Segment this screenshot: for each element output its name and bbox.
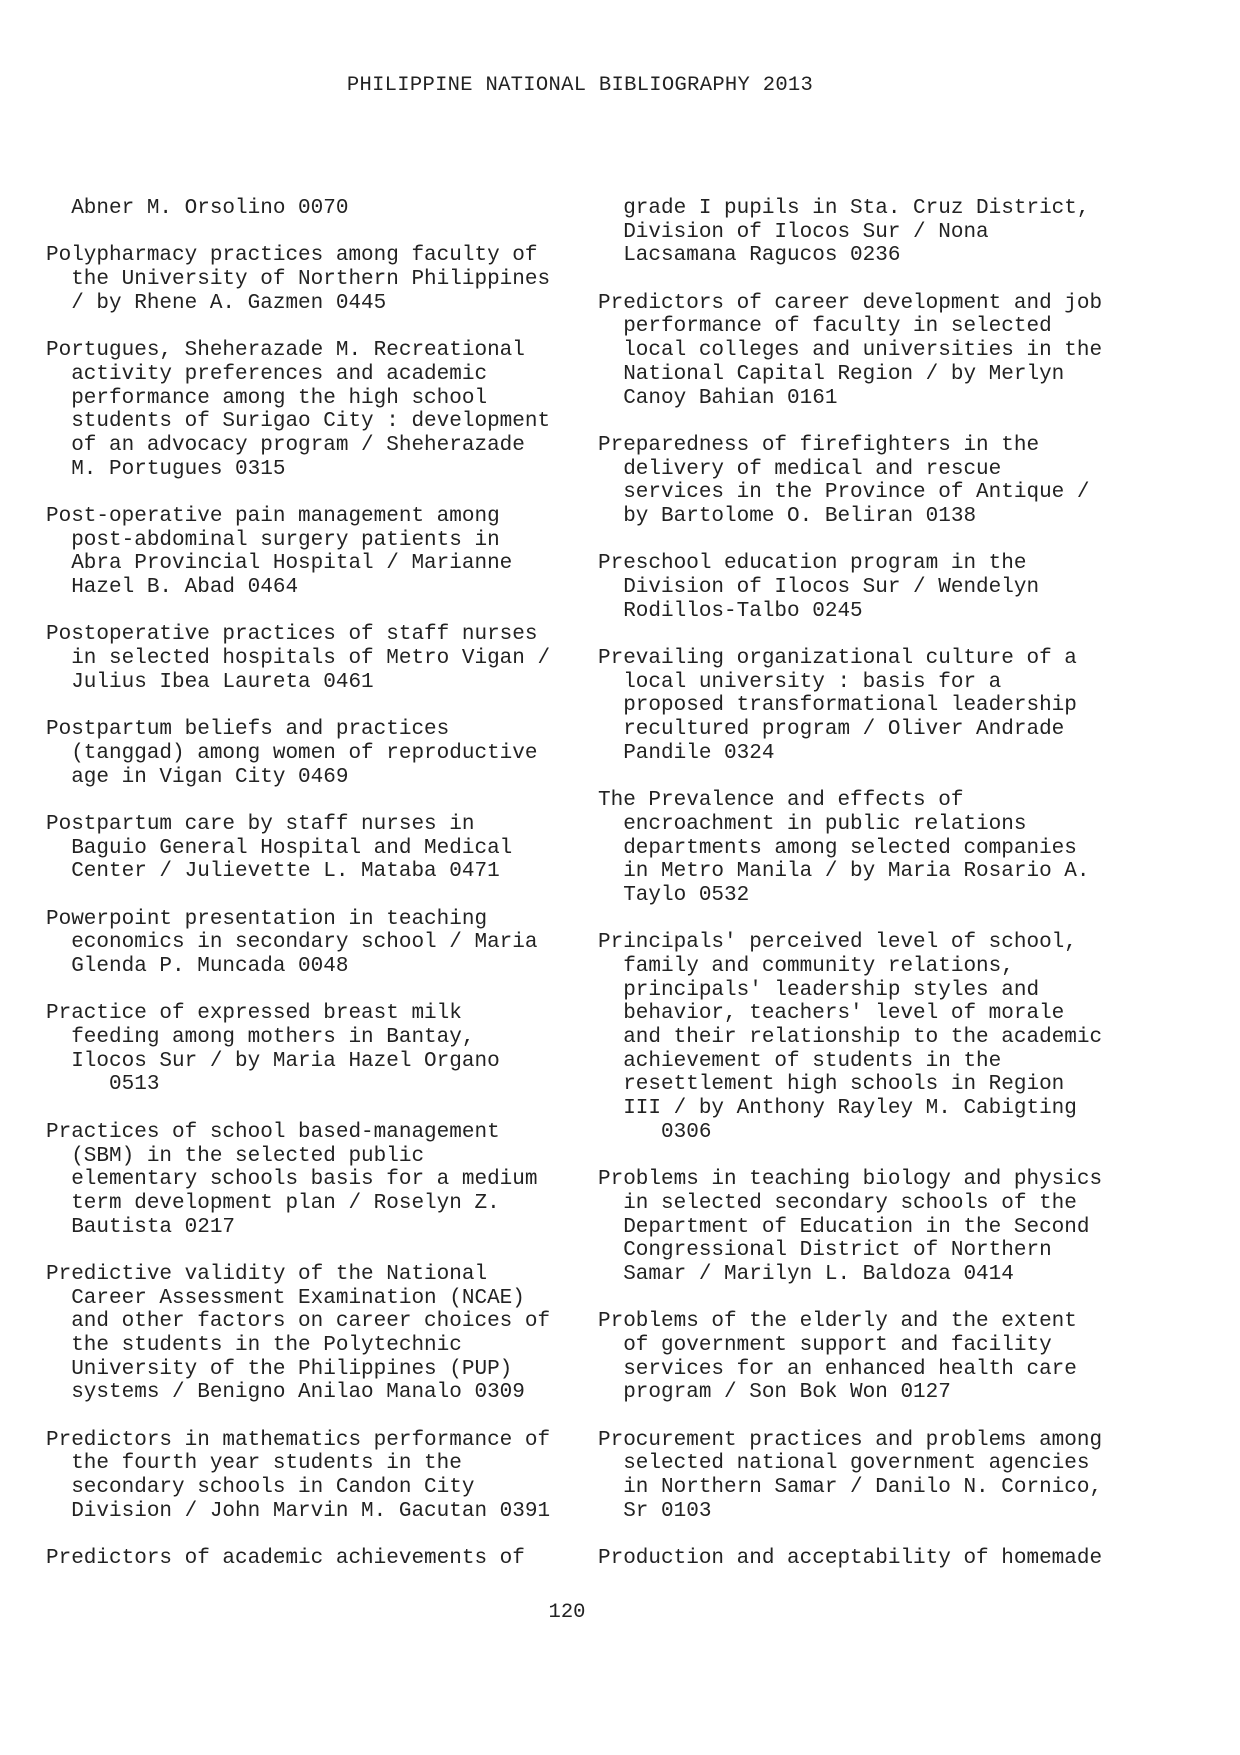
entry-line: The Prevalence and effects of bbox=[598, 789, 964, 813]
entry-line: Canoy Bahian 0161 bbox=[598, 386, 838, 410]
bibliography-entry bbox=[46, 1429, 606, 1524]
entry-line: Prevailing organizational culture of a bbox=[598, 647, 1077, 671]
entry-line: and other factors on career choices of bbox=[46, 1310, 551, 1334]
entry-line: Predictors of career development and job bbox=[598, 291, 1103, 315]
entry-line: Problems in teaching biology and physics bbox=[598, 1168, 1103, 1192]
entry-line: M. Portugues 0315 bbox=[46, 457, 286, 481]
entry-line: Portugues, Sheherazade M. Recreational bbox=[46, 339, 525, 363]
bibliography-entry bbox=[46, 339, 606, 481]
entry-line: Abra Provincial Hospital / Marianne bbox=[46, 552, 513, 576]
entry-line: in selected hospitals of Metro Vigan / bbox=[46, 647, 551, 671]
entry-line: Congressional District of Northern bbox=[598, 1239, 1052, 1263]
entry-line: encroachment in public relations bbox=[598, 812, 1027, 836]
entry-line: of government support and facility bbox=[598, 1334, 1052, 1357]
entry-line: 0513 bbox=[46, 1073, 160, 1097]
bibliography-entry bbox=[598, 1168, 1158, 1286]
bibliography-entry bbox=[598, 1547, 1158, 1571]
entry-line: proposed transformational leadership bbox=[598, 694, 1077, 718]
entry-line: services in the Province of Antique / bbox=[598, 481, 1090, 505]
entry-line: Problems of the elderly and the extent bbox=[598, 1310, 1077, 1334]
entry-line: behavior, teachers' level of morale bbox=[598, 1002, 1065, 1026]
entry-line: Procurement practices and problems among bbox=[598, 1428, 1103, 1452]
bibliography-entry bbox=[598, 1429, 1158, 1524]
entry-line: departments among selected companies bbox=[598, 836, 1077, 860]
entry-line: in Northern Samar / Danilo N. Cornico, bbox=[598, 1476, 1103, 1500]
entry-line: Abner M. Orsolino 0070 bbox=[46, 197, 349, 220]
bibliography-entry bbox=[46, 1121, 606, 1239]
entry-line: Pandile 0324 bbox=[598, 741, 775, 765]
entry-line: Preschool education program in the bbox=[598, 552, 1027, 576]
entry-line: Division of Ilocos Sur / Wendelyn bbox=[598, 576, 1040, 599]
bibliography-entry bbox=[46, 908, 606, 979]
entry-line: Predictors in mathematics performance of bbox=[46, 1428, 551, 1452]
entry-line: activity preferences and academic bbox=[46, 362, 488, 386]
entry-line: recultured program / Oliver Andrade bbox=[598, 718, 1065, 742]
entry-line: Baguio General Hospital and Medical bbox=[46, 836, 513, 860]
entry-line: the fourth year students in the bbox=[46, 1452, 462, 1476]
entry-line: selected national government agencies bbox=[598, 1452, 1090, 1476]
bibliography-entry bbox=[46, 718, 606, 789]
entry-line: Julius Ibea Laureta 0461 bbox=[46, 670, 374, 694]
entry-line: performance among the high school bbox=[46, 386, 488, 410]
entry-line: Division / John Marvin M. Gacutan 0391 bbox=[46, 1499, 551, 1523]
bibliography-entry bbox=[46, 1002, 606, 1097]
entry-line: Center / Julievette L. Mataba 0471 bbox=[46, 860, 500, 884]
entry-line: Predictive validity of the National bbox=[46, 1262, 488, 1286]
entry-line: Bautista 0217 bbox=[46, 1215, 236, 1239]
entry-line: in selected secondary schools of the bbox=[598, 1191, 1077, 1215]
entry-line: Department of Education in the Second bbox=[598, 1215, 1090, 1239]
entry-line: in Metro Manila / by Maria Rosario A. bbox=[598, 860, 1090, 884]
entry-line: feeding among mothers in Bantay, bbox=[46, 1026, 475, 1050]
entry-line: Taylo 0532 bbox=[598, 883, 750, 907]
entry-line: economics in secondary school / Maria bbox=[46, 931, 538, 955]
bibliography-entry bbox=[46, 813, 606, 884]
entry-line: by Bartolome O. Beliran 0138 bbox=[598, 504, 977, 528]
entry-line: Sr 0103 bbox=[598, 1499, 712, 1523]
bibliography-entry bbox=[598, 197, 1158, 268]
entry-line: 0306 bbox=[598, 1120, 712, 1144]
entry-line: services for an enhanced health care bbox=[598, 1357, 1077, 1381]
bibliography-entry bbox=[46, 244, 606, 315]
entry-line: Practices of school based-management bbox=[46, 1120, 500, 1144]
bibliography-entry bbox=[598, 434, 1158, 529]
entry-line: resettlement high schools in Region bbox=[598, 1073, 1065, 1097]
entry-line: University of the Philippines (PUP) bbox=[46, 1357, 513, 1381]
entry-line: systems / Benigno Anilao Manalo 0309 bbox=[46, 1381, 525, 1405]
right-column bbox=[598, 197, 1158, 1595]
entry-line: Postpartum beliefs and practices bbox=[46, 718, 450, 742]
entry-line: Career Assessment Examination (NCAE) bbox=[46, 1286, 525, 1310]
bibliography-entry bbox=[46, 1547, 606, 1571]
entry-line: Division of Ilocos Sur / Nona bbox=[598, 220, 989, 244]
entry-line: delivery of medical and rescue bbox=[598, 457, 1002, 481]
entry-line: Predictors of academic achievements of bbox=[46, 1547, 525, 1571]
bibliography-entry bbox=[46, 505, 606, 600]
entry-line: Glenda P. Muncada 0048 bbox=[46, 955, 349, 978]
entry-line: secondary schools in Candon City bbox=[46, 1476, 475, 1500]
entry-line: family and community relations, bbox=[598, 955, 1014, 978]
entry-line: III / by Anthony Rayley M. Cabigting bbox=[598, 1097, 1077, 1121]
entry-line: Powerpoint presentation in teaching bbox=[46, 907, 488, 931]
entry-line: Ilocos Sur / by Maria Hazel Organo bbox=[46, 1049, 500, 1073]
entry-line: program / Son Bok Won 0127 bbox=[598, 1381, 951, 1405]
entry-line: Post-operative pain management among bbox=[46, 504, 500, 528]
entry-line: achievement of students in the bbox=[598, 1049, 1002, 1073]
entry-line: post-abdominal surgery patients in bbox=[46, 528, 500, 552]
bibliography-entry bbox=[598, 647, 1158, 765]
entry-line: term development plan / Roselyn Z. bbox=[46, 1191, 500, 1215]
bibliography-entry bbox=[598, 931, 1158, 1144]
bibliography-entry bbox=[598, 1310, 1158, 1405]
entry-line: Postoperative practices of staff nurses bbox=[46, 623, 538, 647]
bibliography-entry bbox=[598, 789, 1158, 907]
entry-line: performance of faculty in selected bbox=[598, 315, 1052, 339]
entry-line: elementary schools basis for a medium bbox=[46, 1168, 538, 1192]
entry-line: of an advocacy program / Sheherazade bbox=[46, 433, 525, 457]
bibliography-entry bbox=[46, 197, 606, 221]
page-number: 120 bbox=[548, 1601, 586, 1624]
entry-line: Preparedness of firefighters in the bbox=[598, 433, 1040, 457]
bibliography-entry bbox=[598, 292, 1158, 410]
entry-line: local colleges and universities in the bbox=[598, 339, 1103, 363]
entry-line: Hazel B. Abad 0464 bbox=[46, 576, 299, 599]
entry-line: Postpartum care by staff nurses in bbox=[46, 812, 475, 836]
entry-line: and their relationship to the academic bbox=[598, 1026, 1103, 1050]
bibliography-entry bbox=[598, 552, 1158, 623]
entry-line: local university : basis for a bbox=[598, 670, 1002, 694]
entry-line: (SBM) in the selected public bbox=[46, 1144, 425, 1168]
entry-line: students of Surigao City : development bbox=[46, 410, 551, 434]
entry-line: Production and acceptability of homemade bbox=[598, 1547, 1103, 1571]
entry-line: principals' leadership styles and bbox=[598, 978, 1040, 1002]
entry-line: / by Rhene A. Gazmen 0445 bbox=[46, 291, 387, 315]
entry-line: Rodillos-Talbo 0245 bbox=[598, 599, 863, 623]
entry-line: the University of Northern Philippines bbox=[46, 268, 551, 292]
page-header-title: PHILIPPINE NATIONAL BIBLIOGRAPHY 2013 bbox=[346, 74, 814, 97]
entry-line: age in Vigan City 0469 bbox=[46, 765, 349, 789]
bibliography-entry bbox=[46, 1263, 606, 1405]
entry-line: the students in the Polytechnic bbox=[46, 1334, 462, 1357]
left-column bbox=[46, 197, 606, 1595]
entry-line: grade I pupils in Sta. Cruz District, bbox=[598, 197, 1090, 220]
entry-line: Samar / Marilyn L. Baldoza 0414 bbox=[598, 1262, 1014, 1286]
entry-line: National Capital Region / by Merlyn bbox=[598, 362, 1065, 386]
entry-line: Polypharmacy practices among faculty of bbox=[46, 244, 538, 268]
entry-line: Practice of expressed breast milk bbox=[46, 1002, 462, 1026]
entry-line: Lacsamana Ragucos 0236 bbox=[598, 244, 901, 268]
bibliography-entry bbox=[46, 623, 606, 694]
entry-line: (tanggad) among women of reproductive bbox=[46, 741, 538, 765]
entry-line: Principals' perceived level of school, bbox=[598, 931, 1077, 955]
